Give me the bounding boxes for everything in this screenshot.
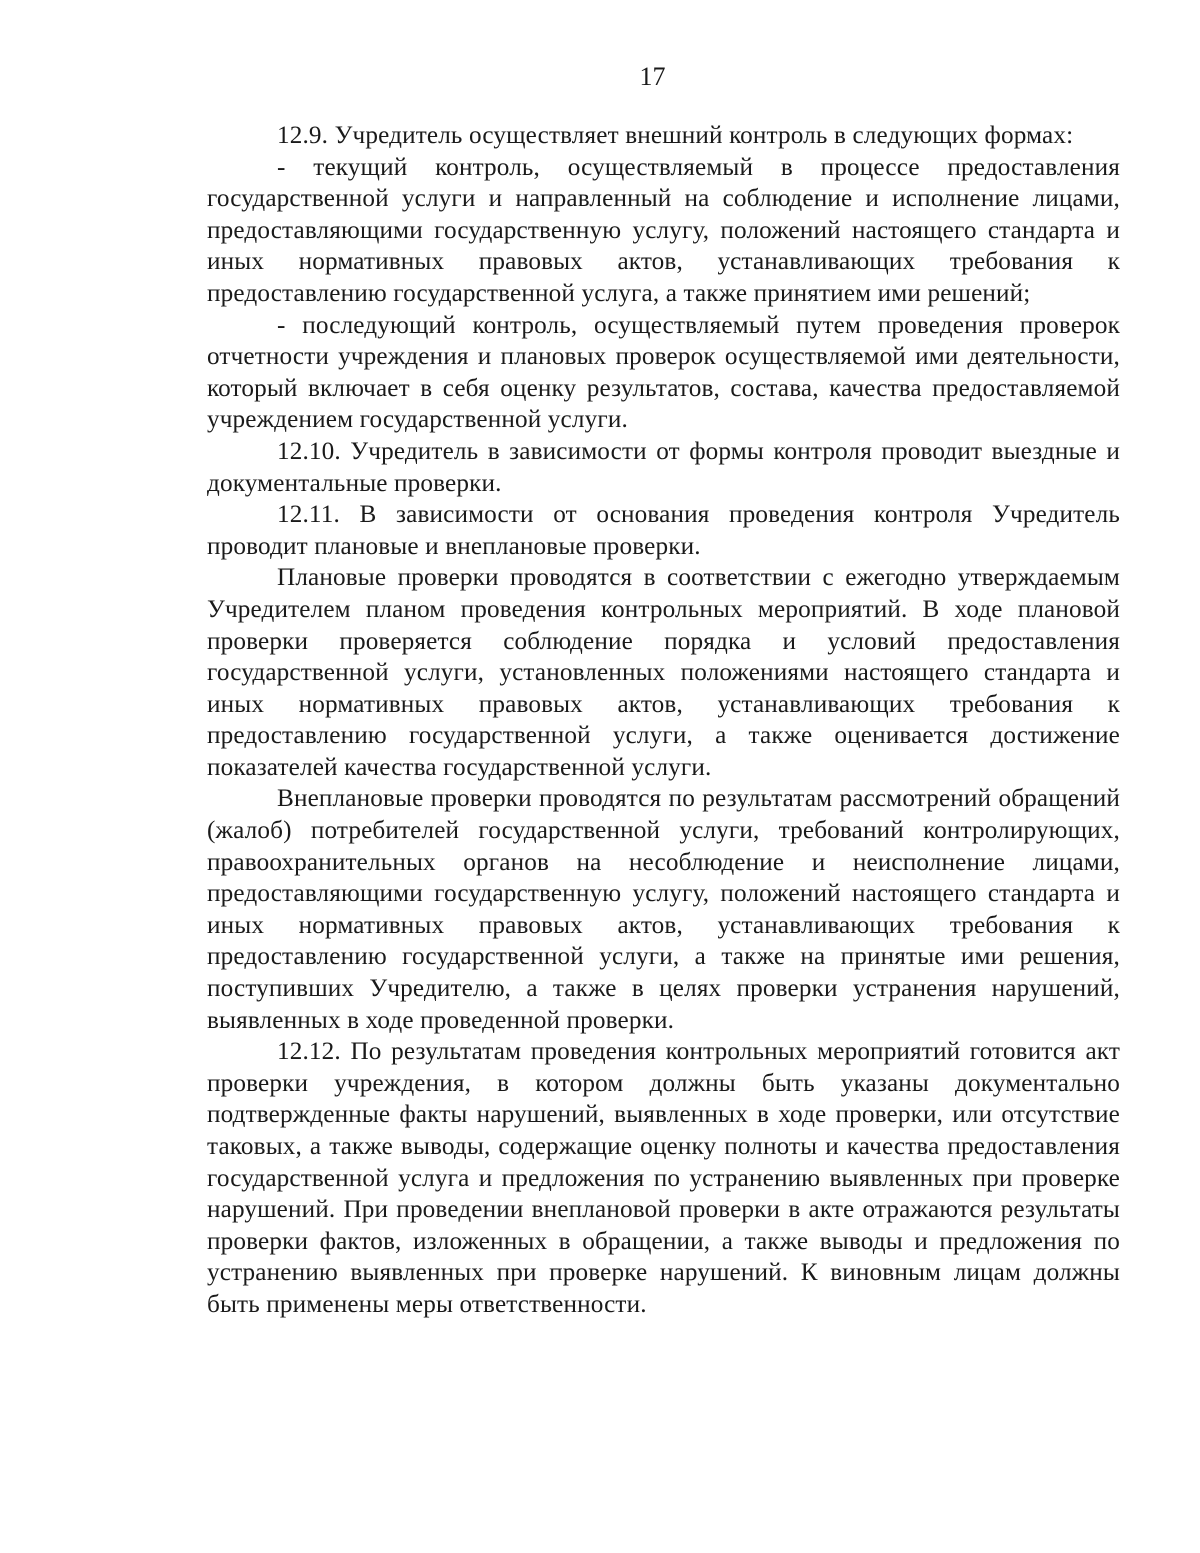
paragraph-subsequent-control: - последующий контроль, осуществляемый путем проведения проверок отчетности учреждения и плановых проверок осуществляемой ими деятельности, который включает в себя оценку результатов, состава, качества предоставляемой учреждением государственной услуги. [207, 311, 1120, 434]
document-body [207, 120, 1120, 1321]
paragraph-12-10: 12.10. Учредитель в зависимости от формы контроля проводит выездные и документальные проверки. [207, 437, 1120, 497]
paragraph-unplanned-checks: Внеплановые проверки проводятся по результатам рассмотрений обращений (жалоб) потребителей государственной услуги, требований контролирующих, правоохранительных органов на несоблюдение и неисполнение лицами, предоставляющими государственную услугу, положений настоящего стандарта и иных нормативных правовых актов, устанавливающих требования к предоставлению государственной услуги, а также на принятые ими решения, поступивших Учредителю, а также в целях проверки устранения нарушений, выявленных в ходе проведенной проверки. [207, 785, 1120, 1034]
paragraph-current-control: - текущий контроль, осуществляемый в процессе предоставления государственной услуги и направленный на соблюдение и исполнение лицами, предоставляющими государственную услугу, положений настоящего стандарта и иных нормативных правовых актов, устанавливающих требования к предоставлению государственной услуга, а также принятием ими решений; [207, 153, 1120, 307]
page-number: 17 [639, 62, 666, 91]
paragraph-12-9: 12.9. Учредитель осуществляет внешний контроль в следующих формах: [277, 122, 1074, 149]
paragraph-12-11: 12.11. В зависимости от основания проведения контроля Учредитель проводит плановые и внеплановые проверки. [207, 501, 1120, 560]
paragraph-planned-checks: Плановые проверки проводятся в соответствии с ежегодно утверждаемым Учредителем планом проведения контрольных мероприятий. В ходе плановой проверки проверяется соблюдение порядка и условий предоставления государственной услуги, установленных положениями настоящего стандарта и иных нормативных правовых актов, устанавливающих требования к предоставлению государственной услуги, а также оценивается достижение показателей качества государственной услуги. [207, 564, 1120, 781]
paragraph-12-12: 12.12. По результатам проведения контрольных мероприятий готовится акт проверки учреждения, в котором должны быть указаны документально подтвержденные факты нарушений, выявленных в ходе проверки, или отсутствие таковых, а также выводы, содержащие оценку полноты и качества предоставления государственной услуга и предложения по устранению выявленных при проверке нарушений. При проведении внеплановой проверки в акте отражаются результаты проверки фактов, изложенных в обращении, а также выводы и предложения по устранению выявленных при проверке нарушений. К виновным лицам должны быть применены меры ответственности. [207, 1038, 1120, 1318]
